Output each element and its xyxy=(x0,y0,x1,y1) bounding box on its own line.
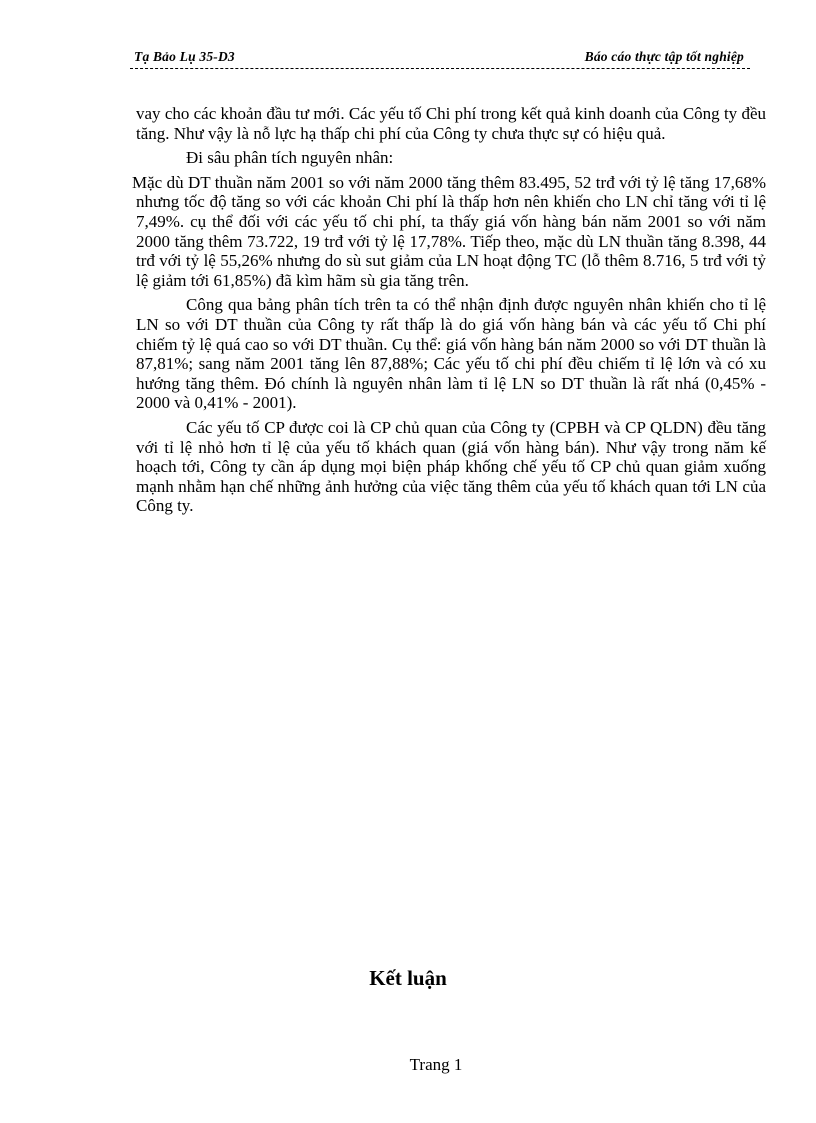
document-body xyxy=(132,104,766,521)
header-report-title: Báo cáo thực tập tốt nghiệp xyxy=(581,49,744,65)
header-author: Tạ Bảo Lụ 35-D3 xyxy=(134,49,239,65)
page-header xyxy=(130,48,750,69)
paragraph-revenue-analysis: Mặc dù DT thuần năm 2001 so với năm 2000 tăng thêm 83.495, 52 trđ với tỷ lệ tăng 17,68% nhưng tốc độ tăng so với các khoản Chi phí là thấp hơn nên khiến cho LN chỉ tăng với tỉ lệ 7,49%. cụ thể đối với các yếu tố chi phí, ta thấy giá vốn hàng bán năm 2001 so với năm 2000 tăng thêm 73.722, 19 trđ với tỷ lệ 17,78%. Tiếp theo, mặc dù LN thuần tăng 8.398, 44 trđ với tỷ lệ 55,26% nhưng do sù sut giảm của LN hoạt động TC (lỗ thêm 8.716, 5 trđ với tỷ lệ giảm tới 61,85%) đã kìm hãm sù gia tăng trên. xyxy=(132,172,766,290)
paragraph-continuation: vay cho các khoản đầu tư mới. Các yếu tố Chi phí trong kết quả kinh doanh của Công ty đều tăng. Như vậy là nỗ lực hạ thấp chi phí của Công ty chưa thực sự có hiệu quả. xyxy=(136,104,766,143)
paragraph-analysis-intro: Đi sâu phân tích nguyên nhân: xyxy=(186,148,394,168)
paragraph-recommendation: Các yếu tố CP được coi là CP chủ quan của Công ty (CPBH và CP QLDN) đều tăng với tỉ lệ nhỏ hơn tỉ lệ của yếu tố khách quan (giá vốn hàng bán). Như vậy trong năm kế hoạch tới, Công ty cần áp dụng mọi biện pháp khống chế yếu tố CP chủ quan giảm xuống mạnh nhằm hạn chế những ảnh hưởng của việc tăng thêm của yếu tố khách quan tới LN của Công ty. xyxy=(136,417,766,516)
paragraph-cause: Công qua bảng phân tích trên ta có thể nhận định được nguyên nhân khiến cho tỉ lệ LN so với DT thuần của Công ty rất thấp là do giá vốn hàng bán và các yếu tố Chi phí chiếm tỷ lệ quá cao so với DT thuần. Cụ thể: giá vốn hàng bán năm 2000 so với DT thuần là 87,81%; sang năm 2001 tăng lên 87,88%; Các yếu tố chi phí đều chiếm tỉ lệ lớn và có xu hướng tăng thêm. Đó chính là nguyên nhân làm tỉ lệ LN so DT thuần là rất nhá (0,45% - 2000 và 0,41% - 2001). xyxy=(136,295,766,413)
section-title: Kết luận xyxy=(369,966,447,990)
page-number: Trang 1 xyxy=(409,1055,463,1074)
